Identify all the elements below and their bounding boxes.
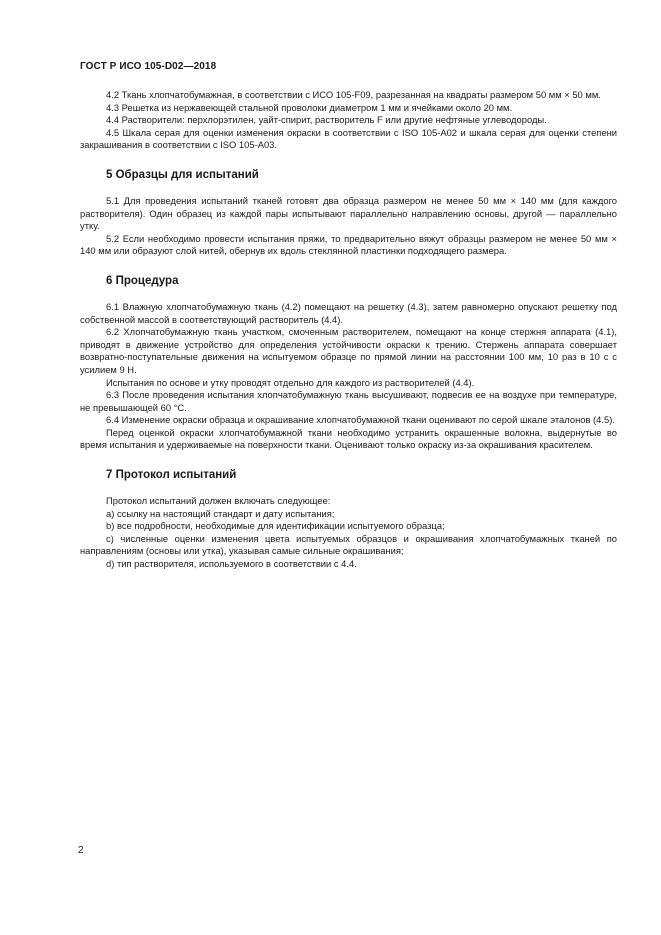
paragraph-4-4: 4.4 Растворители: перхлорэтилен, уайт-спирит, растворитель F или другие нефтяные углеводороды. — [106, 114, 547, 126]
paragraph-6-1: 6.1 Влажную хлопчатобумажную ткань (4.2) помещают на решетку (4.3), затем равномерно опускают решетку под собственной массой в соответствующий растворитель (4.4). — [80, 300, 617, 325]
paragraph-5-2: 5.2 Если необходимо провести испытания пряжи, то предварительно вяжут образцы размером не менее 50 мм × 140 мм или образуют слой нитей, обернув их вдоль стеклянной пластинки подходящего размера. — [80, 232, 617, 257]
paragraph-6-2-note: Испытания по основе и утку проводят отдельно для каждого из растворителей (4.4). — [106, 376, 475, 388]
document-body — [80, 89, 617, 571]
list-item-c: c) численные оценки изменения цвета испытуемых образцов и окрашивания хлопчатобумажных тканей по направлениям (основы или утка), указывая самые сильные окрашивания; — [80, 532, 617, 557]
page-number: 2 — [78, 845, 84, 856]
section-7-heading: 7 Протокол испытаний — [106, 469, 237, 482]
list-item-d: d) тип растворителя, используемого в соответствии с 4.4. — [106, 558, 357, 570]
list-item-b: b) все подробности, необходимые для идентификации испытуемого образца; — [106, 520, 445, 532]
paragraph-7-intro: Протокол испытаний должен включать следующее: — [106, 495, 331, 507]
paragraph-6-3: 6.3 После проведения испытания хлопчатобумажную ткань высушивают, подвесив ее на воздухе при температуре, не превышающей 60 °C. — [80, 389, 617, 413]
paragraph-4-2: 4.2 Ткань хлопчатобумажная, в соответствии с ИСО 105-F09, разрезанная на квадраты размером 50 мм × 50 мм. — [106, 89, 601, 100]
list-item-a: a) ссылку на настоящий стандарт и дату испытания; — [106, 507, 335, 519]
paragraph-5-1: 5.1 Для проведения испытаний тканей готовят два образца размером не менее 50 мм × 140 мм (для каждого растворителя). Один образец из каждой пары испытывают параллельно направлению основы, другой — параллельно утку. — [80, 194, 617, 232]
paragraph-6-4: 6.4 Изменение окраски образца и окрашивание хлопчатобумажной ткани оценивают по серой шкале эталонов (4.5). — [106, 414, 615, 426]
paragraph-4-3: 4.3 Решетка из нержавеющей стальной проволоки диаметром 1 мм и ячейками около 20 мм. — [106, 101, 513, 113]
section-6-heading: 6 Процедура — [106, 274, 179, 287]
paragraph-6-2: 6.2 Хлопчатобумажную ткань участком, смоченным растворителем, помещают на конце стержня аппарата (4.1), приводят в движение устройство для определения устойчивости окраски к трению. Стержень аппарата совершает возвратно-поступательные движения на испытуемом образце по прямой линии на расстоянии 100 мм, 10 раз в 10 с с усилием 9 Н. — [80, 326, 617, 375]
document-header: ГОСТ Р ИСО 105-D02—2018 — [80, 61, 217, 72]
section-5-heading: 5 Образцы для испытаний — [106, 168, 259, 181]
paragraph-6-4-note: Перед оценкой окраски хлопчатобумажной ткани необходимо устранить окрашенные волокна, выдернутые во время испытания и удерживаемые на поверхности ткани. Оценивают только окраску из-за окрашивания красителем. — [80, 426, 617, 451]
paragraph-4-5: 4.5 Шкала серая для оценки изменения окраски в соответствии с ISO 105-A02 и шкала серая для оценки степени закрашивания в соответствии с ISO 105-A03. — [80, 126, 617, 151]
